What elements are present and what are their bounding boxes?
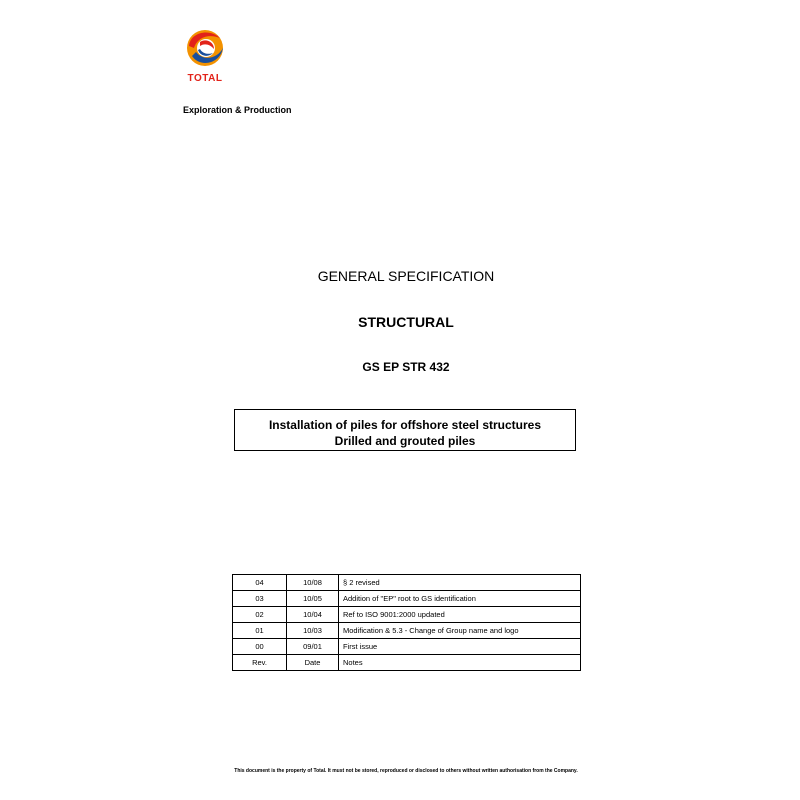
table-row bbox=[233, 575, 581, 591]
date-header: Date bbox=[287, 655, 339, 671]
rev-cell: 02 bbox=[233, 607, 287, 623]
table-header-row bbox=[233, 655, 581, 671]
discipline-title: STRUCTURAL bbox=[358, 314, 454, 330]
rev-cell: 03 bbox=[233, 591, 287, 607]
document-title-line-1: Installation of piles for offshore steel structures bbox=[268, 418, 542, 432]
document-type: GENERAL SPECIFICATION bbox=[317, 268, 495, 284]
date-cell: 10/04 bbox=[287, 607, 339, 623]
rev-cell: 00 bbox=[233, 639, 287, 655]
document-title-line-2: Drilled and grouted piles bbox=[334, 434, 476, 448]
date-cell: 10/05 bbox=[287, 591, 339, 607]
rev-cell: 04 bbox=[233, 575, 287, 591]
company-logo bbox=[180, 24, 230, 88]
table-row bbox=[233, 591, 581, 607]
date-cell: 09/01 bbox=[287, 639, 339, 655]
notes-cell: Ref to ISO 9001:2000 updated bbox=[339, 607, 581, 623]
rev-cell: 01 bbox=[233, 623, 287, 639]
logo-wordmark: TOTAL bbox=[187, 73, 223, 84]
date-cell: 10/03 bbox=[287, 623, 339, 639]
total-logo-icon bbox=[180, 24, 230, 74]
notes-cell: § 2 revised bbox=[339, 575, 581, 591]
document-title-box bbox=[234, 409, 576, 451]
confidentiality-notice: This document is the property of Total. It must not be stored, reproduced or disclosed to others without written authorisation from the Company. bbox=[234, 768, 578, 774]
division-name: Exploration & Production bbox=[183, 105, 292, 115]
table-row bbox=[233, 607, 581, 623]
table-row bbox=[233, 623, 581, 639]
notes-cell: Modification & 5.3 - Change of Group name and logo bbox=[339, 623, 581, 639]
table-row bbox=[233, 639, 581, 655]
rev-header: Rev. bbox=[233, 655, 287, 671]
document-code: GS EP STR 432 bbox=[362, 360, 450, 374]
revision-table bbox=[232, 574, 581, 671]
notes-header: Notes bbox=[339, 655, 581, 671]
notes-cell: First issue bbox=[339, 639, 581, 655]
notes-cell: Addition of "EP" root to GS identification bbox=[339, 591, 581, 607]
date-cell: 10/08 bbox=[287, 575, 339, 591]
